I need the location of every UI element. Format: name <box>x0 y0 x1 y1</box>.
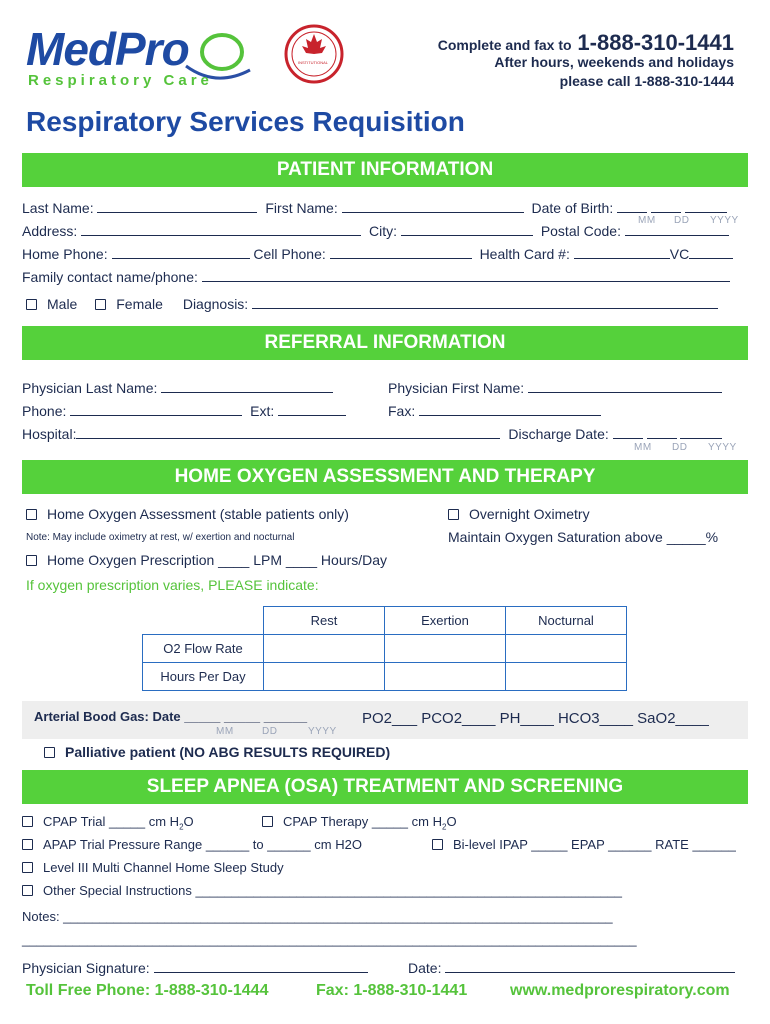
dob-label: Date of Birth: <box>531 200 614 216</box>
dob-mm-field[interactable] <box>617 200 647 213</box>
oxygen-assessment-label: Home Oxygen Assessment (stable patients only) <box>47 506 349 522</box>
flow-rest-cell[interactable] <box>264 635 385 663</box>
date-label: Date: <box>408 960 442 976</box>
other-instructions-label[interactable]: Other Special Instructions ___________________________________________________________ <box>43 883 623 898</box>
referral-fax-label: Fax: <box>388 403 416 419</box>
address-label: Address: <box>22 223 78 239</box>
table-header-exertion: Exertion <box>385 607 506 635</box>
cpap-therapy-checkbox[interactable] <box>262 816 273 827</box>
apap-label: APAP Trial Pressure Range ______ to ______ cm H2O <box>43 837 362 852</box>
after-hours-line2: please call 1-888-310-1444 <box>559 73 734 89</box>
oxygen-prescription-label: Home Oxygen Prescription ____ LPM ____ Hours/Day <box>47 552 388 568</box>
varies-instruction: If oxygen prescription varies, PLEASE indicate: <box>26 577 319 593</box>
bilevel-label: Bi-level IPAP _____ EPAP ______ RATE ______ <box>453 837 736 852</box>
abg-dd-hint: DD <box>262 726 278 737</box>
address-field[interactable] <box>81 223 361 236</box>
palliative-checkbox[interactable] <box>44 747 55 758</box>
abg-yyyy-hint: YYYY <box>308 726 337 737</box>
vc-field[interactable] <box>689 246 733 259</box>
notes-line2[interactable]: _____________________________________________________________________________________ <box>22 932 637 947</box>
cpap-therapy-label: CPAP Therapy _____ cm H <box>283 814 442 829</box>
city-field[interactable] <box>401 223 533 236</box>
footer-toll-free: Toll Free Phone: 1-888-310-1444 <box>26 982 269 999</box>
family-contact-label: Family contact name/phone: <box>22 269 198 285</box>
discharge-label: Discharge Date: <box>508 426 609 442</box>
city-label: City: <box>369 223 398 239</box>
page-title: Respiratory Services Requisition <box>26 106 465 137</box>
oxygen-table <box>142 606 627 691</box>
family-contact-field[interactable] <box>202 269 730 282</box>
referral-phone-label: Phone: <box>22 403 67 419</box>
discharge-dd-field[interactable] <box>647 426 677 439</box>
abg-mm-hint: MM <box>216 726 234 737</box>
oxygen-assessment-checkbox[interactable] <box>26 509 37 520</box>
footer-website[interactable]: www.medprorespiratory.com <box>510 982 730 999</box>
table-row <box>143 635 627 663</box>
brand-logo <box>26 22 251 94</box>
female-label: Female <box>116 296 163 312</box>
vc-label: VC <box>669 246 690 262</box>
referral-phone-field[interactable] <box>70 403 242 416</box>
abg-label[interactable]: Arterial Bood Gas: Date _____ _____ ______ <box>34 709 308 724</box>
dob-dd-field[interactable] <box>651 200 681 213</box>
discharge-mm-hint: MM <box>634 442 652 453</box>
oxygen-prescription-checkbox[interactable] <box>26 555 37 566</box>
hours-exertion-cell[interactable] <box>385 663 506 691</box>
table-header-nocturnal: Nocturnal <box>506 607 627 635</box>
row-label-hours: Hours Per Day <box>143 663 264 691</box>
dob-yyyy-field[interactable] <box>685 200 727 213</box>
male-checkbox[interactable] <box>26 299 37 310</box>
fax-label: Complete and fax to <box>437 37 572 53</box>
postal-field[interactable] <box>625 223 729 236</box>
cpap-trial-label: CPAP Trial _____ cm H <box>43 814 180 829</box>
row-label-flow-rate: O2 Flow Rate <box>143 635 264 663</box>
cell-phone-label: Cell Phone: <box>253 246 326 262</box>
discharge-yyyy-hint: YYYY <box>708 442 737 453</box>
health-card-label: Health Card #: <box>479 246 570 262</box>
signature-field[interactable] <box>154 960 368 973</box>
date-field[interactable] <box>445 960 735 973</box>
brand-tagline: Respiratory Care <box>28 72 213 89</box>
maple-leaf-icon <box>284 24 344 84</box>
dob-yyyy-hint: YYYY <box>710 215 739 226</box>
physician-last-field[interactable] <box>161 380 333 393</box>
hospital-field[interactable] <box>76 426 500 439</box>
signature-label: Physician Signature: <box>22 960 150 976</box>
notes-field[interactable]: Notes: ____________________________________________________________________________ <box>22 909 613 924</box>
female-checkbox[interactable] <box>95 299 106 310</box>
hours-nocturnal-cell[interactable] <box>506 663 627 691</box>
level3-label: Level III Multi Channel Home Sleep Study <box>43 860 284 875</box>
diagnosis-label: Diagnosis: <box>182 296 249 312</box>
patient-section-header: PATIENT INFORMATION <box>22 153 748 187</box>
referral-section-header: REFERRAL INFORMATION <box>22 326 748 360</box>
flow-exertion-cell[interactable] <box>385 635 506 663</box>
health-card-field[interactable] <box>574 246 670 259</box>
table-row <box>143 607 627 635</box>
seal-text: INSTITUTIONAL <box>298 60 329 65</box>
male-label: Male <box>47 296 78 312</box>
brand-name: MedPro <box>26 23 189 75</box>
oxygen-section-header: HOME OXYGEN ASSESSMENT AND THERAPY <box>22 460 748 494</box>
cpap-therapy-subscript: 2 <box>441 822 447 832</box>
dob-mm-hint: MM <box>638 215 656 226</box>
bilevel-checkbox[interactable] <box>432 839 443 850</box>
level3-checkbox[interactable] <box>22 862 33 873</box>
after-hours-line1: After hours, weekends and holidays <box>494 54 734 70</box>
first-name-field[interactable] <box>342 200 524 213</box>
cpap-trial-o: O <box>183 814 194 829</box>
discharge-dd-hint: DD <box>672 442 688 453</box>
cpap-trial-subscript: 2 <box>179 822 184 832</box>
postal-label: Postal Code: <box>540 223 621 239</box>
last-name-field[interactable] <box>97 200 257 213</box>
table-row <box>143 663 627 691</box>
fax-number: 1-888-310-1441 <box>577 30 734 55</box>
cpap-trial-checkbox[interactable] <box>22 816 33 827</box>
diagnosis-field[interactable] <box>252 296 718 309</box>
physician-last-label: Physician Last Name: <box>22 380 158 396</box>
institution-seal <box>284 24 344 84</box>
physician-first-field[interactable] <box>528 380 722 393</box>
ext-field[interactable] <box>278 403 346 416</box>
discharge-mm-field[interactable] <box>613 426 643 439</box>
hospital-label: Hospital: <box>22 426 77 442</box>
table-corner <box>143 607 264 635</box>
sleep-section-header: SLEEP APNEA (OSA) TREATMENT AND SCREENING <box>22 770 748 804</box>
first-name-label: First Name: <box>265 200 338 216</box>
referral-fax-field[interactable] <box>419 403 601 416</box>
discharge-yyyy-field[interactable] <box>680 426 722 439</box>
maintain-saturation: Maintain Oxygen Saturation above _____% <box>448 529 719 545</box>
home-phone-field[interactable] <box>112 246 250 259</box>
footer-fax: Fax: 1-888-310-1441 <box>316 982 468 999</box>
last-name-label: Last Name: <box>22 200 94 216</box>
home-phone-label: Home Phone: <box>22 246 108 262</box>
dob-dd-hint: DD <box>674 215 690 226</box>
oximetry-note: Note: May include oximetry at rest, w/ exertion and nocturnal <box>26 532 295 543</box>
table-header-rest: Rest <box>264 607 385 635</box>
flow-nocturnal-cell[interactable] <box>506 635 627 663</box>
physician-first-label: Physician First Name: <box>388 380 525 396</box>
fax-instruction <box>438 30 734 56</box>
cpap-therapy-o: O <box>446 814 457 829</box>
hours-rest-cell[interactable] <box>264 663 385 691</box>
apap-checkbox[interactable] <box>22 839 33 850</box>
overnight-oximetry-checkbox[interactable] <box>448 509 459 520</box>
palliative-label: Palliative patient (NO ABG RESULTS REQUIRED) <box>65 744 391 760</box>
overnight-oximetry-label: Overnight Oximetry <box>469 506 590 522</box>
abg-values[interactable]: PO2___ PCO2____ PH____ HCO3____ SaO2____ <box>362 710 709 727</box>
cell-phone-field[interactable] <box>330 246 472 259</box>
ext-label: Ext: <box>250 403 275 419</box>
other-instructions-checkbox[interactable] <box>22 885 33 896</box>
